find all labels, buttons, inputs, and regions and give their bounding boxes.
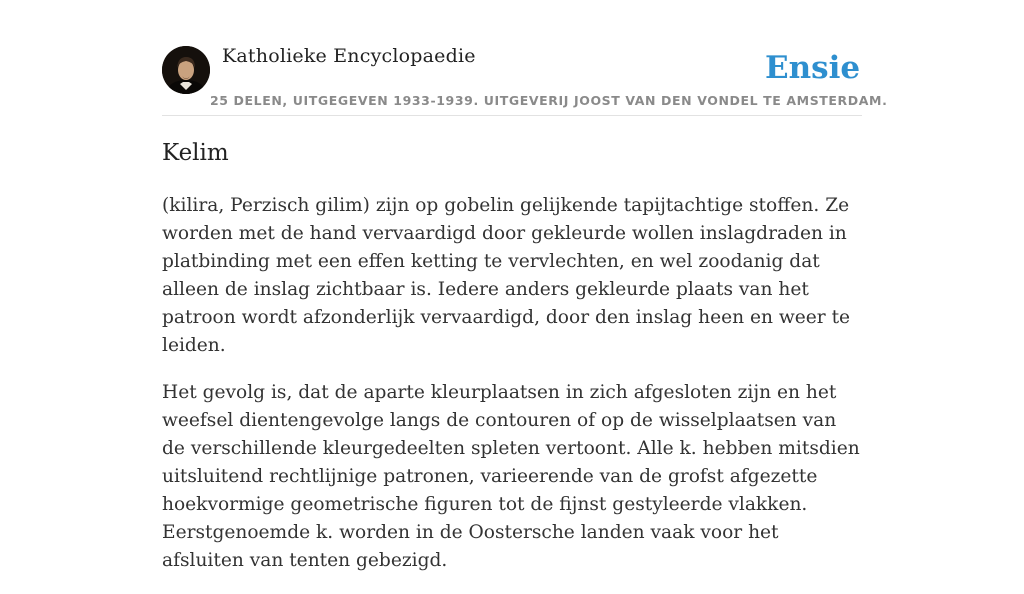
article-title: Kelim xyxy=(162,140,229,166)
brand-logo[interactable]: Ensie xyxy=(765,50,861,86)
article-body xyxy=(162,192,862,594)
header-divider xyxy=(162,115,862,116)
site-title[interactable]: Katholieke Encyclopaedie xyxy=(222,45,476,67)
article-paragraph: (kilira, Perzisch gilim) zijn op gobelin gelijkende tapijtachtige stoffen. Ze worden met de hand vervaardigd door gekleurde wollen inslagdraden in platbinding met een effen ketting te vervlechten, en wel zoodanig dat alleen de inslag zichtbaar is. Iedere anders gekleurde plaats van het patroon wordt afzonderlijk vervaardigd, door den inslag heen en weer te leiden. xyxy=(162,195,851,356)
portrait-avatar-icon[interactable] xyxy=(162,46,210,94)
article-paragraph: Het gevolg is, dat de aparte kleurplaatsen in zich afgesloten zijn en het weefsel dientengevolge langs de contouren of op de wisselplaatsen van de verschillende kleurgedeelten spleten vertoont. Alle k. hebben mitsdien uitsluitend rechtlijnige patronen, varieerende van de grofst afgezette hoekvormige geometrische figuren tot de fijnst gestyleerde vlakken. Eerstgenoemde k. worden in de Oostersche landen vaak voor het afsluiten van tenten gebezigd. xyxy=(162,382,860,571)
site-subtitle: 25 DELEN, UITGEGEVEN 1933-1939. UITGEVERIJ JOOST VAN DEN VONDEL TE AMSTERDAM. xyxy=(210,93,888,108)
